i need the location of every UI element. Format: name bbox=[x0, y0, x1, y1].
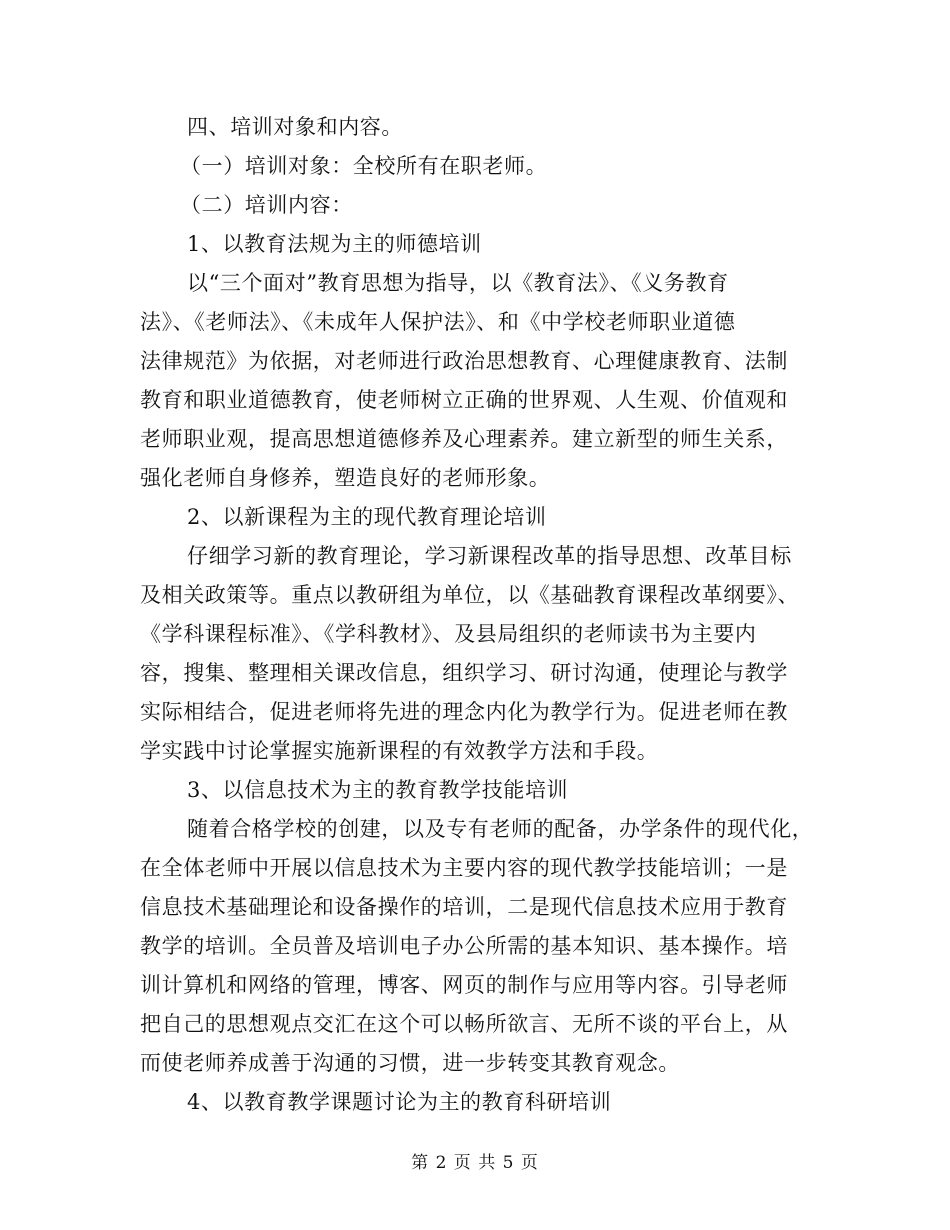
paragraph-1-line: 强化老师自身修养，塑造良好的老师形象。 bbox=[140, 466, 551, 490]
item-heading-1: 1、以教育法规为主的师德培训 bbox=[187, 232, 482, 256]
paragraph-3-line: 而使老师养成善于沟通的习惯，进一步转变其教育观念。 bbox=[140, 1051, 680, 1075]
paragraph-3-line: 训计算机和网络的管理，博客、网页的制作与应用等内容。引导老师 bbox=[140, 973, 788, 997]
subsection-targets: （一）培训对象：全校所有在职老师。 bbox=[180, 154, 548, 178]
subsection-content: （二）培训内容： bbox=[180, 193, 353, 217]
paragraph-1-line: 老师职业观，提高思想道德修养及心理素养。建立新型的师生关系， bbox=[140, 427, 788, 451]
paragraph-3-line: 随着合格学校的创建，以及专有老师的配备，办学条件的现代化， bbox=[187, 817, 814, 841]
item-heading-4: 4、以教育教学课题讨论为主的教育科研培训 bbox=[187, 1090, 612, 1114]
paragraph-1-line: 以“三个面对”教育思想为指导，以《教育法》、《义务教育 bbox=[187, 271, 729, 295]
paragraph-3-line: 把自己的思想观点交汇在这个可以畅所欲言、无所不谈的平台上，从 bbox=[140, 1012, 788, 1036]
paragraph-2-line: 学实践中讨论掌握实施新课程的有效教学方法和手段。 bbox=[140, 739, 659, 763]
item-heading-3: 3、以信息技术为主的教育教学技能培训 bbox=[187, 778, 569, 802]
paragraph-2-line: 仔细学习新的教育理论，学习新课程改革的指导思想、改革目标 bbox=[187, 544, 792, 568]
paragraph-1-line: 法》、《老师法》、《未成年人保护法》、和《中学校老师职业道德 bbox=[140, 310, 736, 334]
document-body bbox=[140, 108, 814, 1122]
paragraph-3-line: 教学的培训。全员普及培训电子办公所需的基本知识、基本操作。培 bbox=[140, 934, 788, 958]
paragraph-1-line: 法律规范》为依据，对老师进行政治思想教育、心理健康教育、法制 bbox=[140, 349, 788, 373]
paragraph-1-line: 教育和职业道德教育，使老师树立正确的世界观、人生观、价值观和 bbox=[140, 388, 788, 412]
item-heading-2: 2、以新课程为主的现代教育理论培训 bbox=[187, 505, 547, 529]
section-heading: 四、培训对象和内容。 bbox=[187, 115, 403, 139]
paragraph-3-line: 信息技术基础理论和设备操作的培训，二是现代信息技术应用于教育 bbox=[140, 895, 788, 919]
paragraph-2-line: 及相关政策等。重点以教研组为单位，以《基础教育课程改革纲要》、 bbox=[140, 583, 800, 607]
paragraph-3-line: 在全体老师中开展以信息技术为主要内容的现代教学技能培训；一是 bbox=[140, 856, 788, 880]
paragraph-2-line: 实际相结合，促进老师将先进的理念内化为教学行为。促进老师在教 bbox=[140, 700, 788, 724]
paragraph-2-line: 《学科课程标准》、《学科教材》、及县局组织的老师读书为主要内 bbox=[140, 622, 757, 646]
page-number-footer: 第 2 页 共 5 页 bbox=[411, 1153, 539, 1173]
paragraph-2-line: 容，搜集、整理相关课改信息，组织学习、研讨沟通，使理论与教学 bbox=[140, 661, 788, 685]
